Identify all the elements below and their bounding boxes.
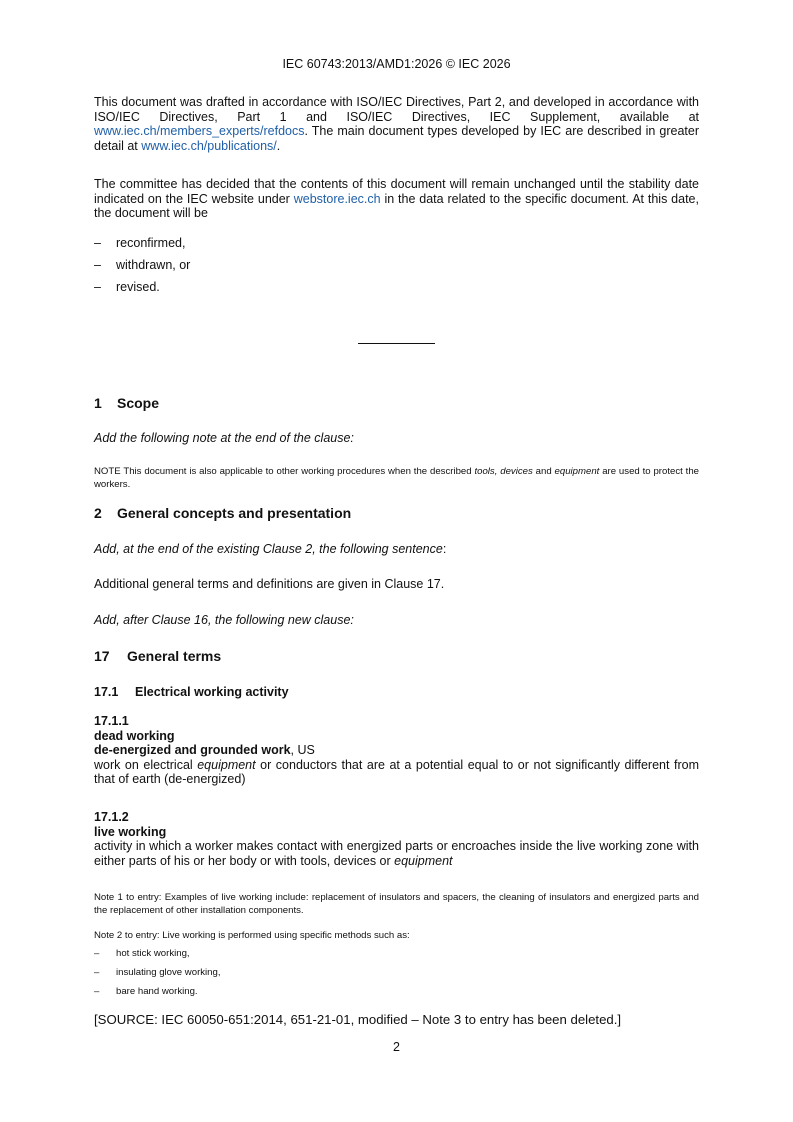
term-definition: work on electrical equipment or conductors that are at a potential equal to or not significantly different from that of earth (de-energized) (94, 757, 699, 787)
clause-1-note: NOTE This document is also applicable to other working procedures when the described tools, devices and equipment are used to protect the workers. (94, 466, 699, 490)
list-item: – withdrawn, or (94, 258, 191, 272)
clause-1-heading: 1 Scope (94, 395, 160, 411)
foreword-paragraph-2: The committee has decided that the contents of this document will remain unchanged until the stability date indicated on the IEC website under webstore.iec.ch in the data related to the specific document. At this date, the document will be (94, 177, 699, 221)
note-2-to-entry: Note 2 to entry: Live working is performed using specific methods such as: (94, 930, 410, 941)
clause-2-sentence: Additional general terms and definitions are given in Clause 17. (94, 577, 445, 591)
term-definition: activity in which a worker makes contact with energized parts or encroaches inside the live working zone with either parts of his or her body or with tools, devices or equipment (94, 839, 699, 868)
clause-1-instruction: Add the following note at the end of the clause: (94, 431, 354, 445)
clause-2-instruction: Add, at the end of the existing Clause 2, the following sentence: (94, 542, 447, 556)
list-item: – bare hand working. (94, 986, 198, 997)
preferred-term: live working (94, 824, 167, 839)
list-item: – hot stick working, (94, 948, 190, 959)
admitted-term: de-energized and grounded work, US (94, 743, 315, 758)
page-number: 2 (393, 1040, 400, 1054)
term-entry-17-1-1 (94, 714, 699, 787)
list-item: – insulating glove working, (94, 967, 221, 978)
refdocs-link[interactable]: www.iec.ch/members_experts/refdocs (94, 124, 305, 139)
term-number: 17.1.2 (94, 810, 129, 824)
list-item: – reconfirmed, (94, 236, 186, 250)
list-item: – revised. (94, 280, 160, 294)
separator-line (358, 343, 435, 344)
webstore-link[interactable]: webstore.iec.ch (293, 191, 381, 206)
clause-2-instruction-2: Add, after Clause 16, the following new clause: (94, 613, 354, 627)
publications-link[interactable]: www.iec.ch/publications/ (141, 138, 277, 153)
note-1-to-entry: Note 1 to entry: Examples of live working include: replacement of insulators and spacers, the cleaning of insulators and energized parts and the replacement of other installation components. (94, 892, 699, 916)
page-header: IEC 60743:2013/AMD1:2026 © IEC 2026 (282, 57, 511, 71)
clause-17-heading: 17 General terms (94, 648, 222, 664)
term-entry-17-1-2 (94, 810, 699, 868)
foreword-paragraph-1: This document was drafted in accordance with ISO/IEC Directives, Part 2, and developed in accordance with ISO/IEC Directives, Part 1 and ISO/IEC Directives, IEC Supplement, available at www.iec.ch/members_experts/refdocs. The main document types developed by IEC are described in greater detail at www.iec.ch/publications/. (94, 95, 699, 153)
source-citation: [SOURCE: IEC 60050-651:2014, 651-21-01, modified – Note 3 to entry has been deleted.] (94, 1012, 622, 1027)
preferred-term: dead working (94, 728, 175, 743)
clause-2-heading: 2 General concepts and presentation (94, 505, 352, 521)
subclause-17-1-heading: 17.1 Electrical working activity (94, 685, 289, 699)
term-number: 17.1.1 (94, 714, 129, 728)
